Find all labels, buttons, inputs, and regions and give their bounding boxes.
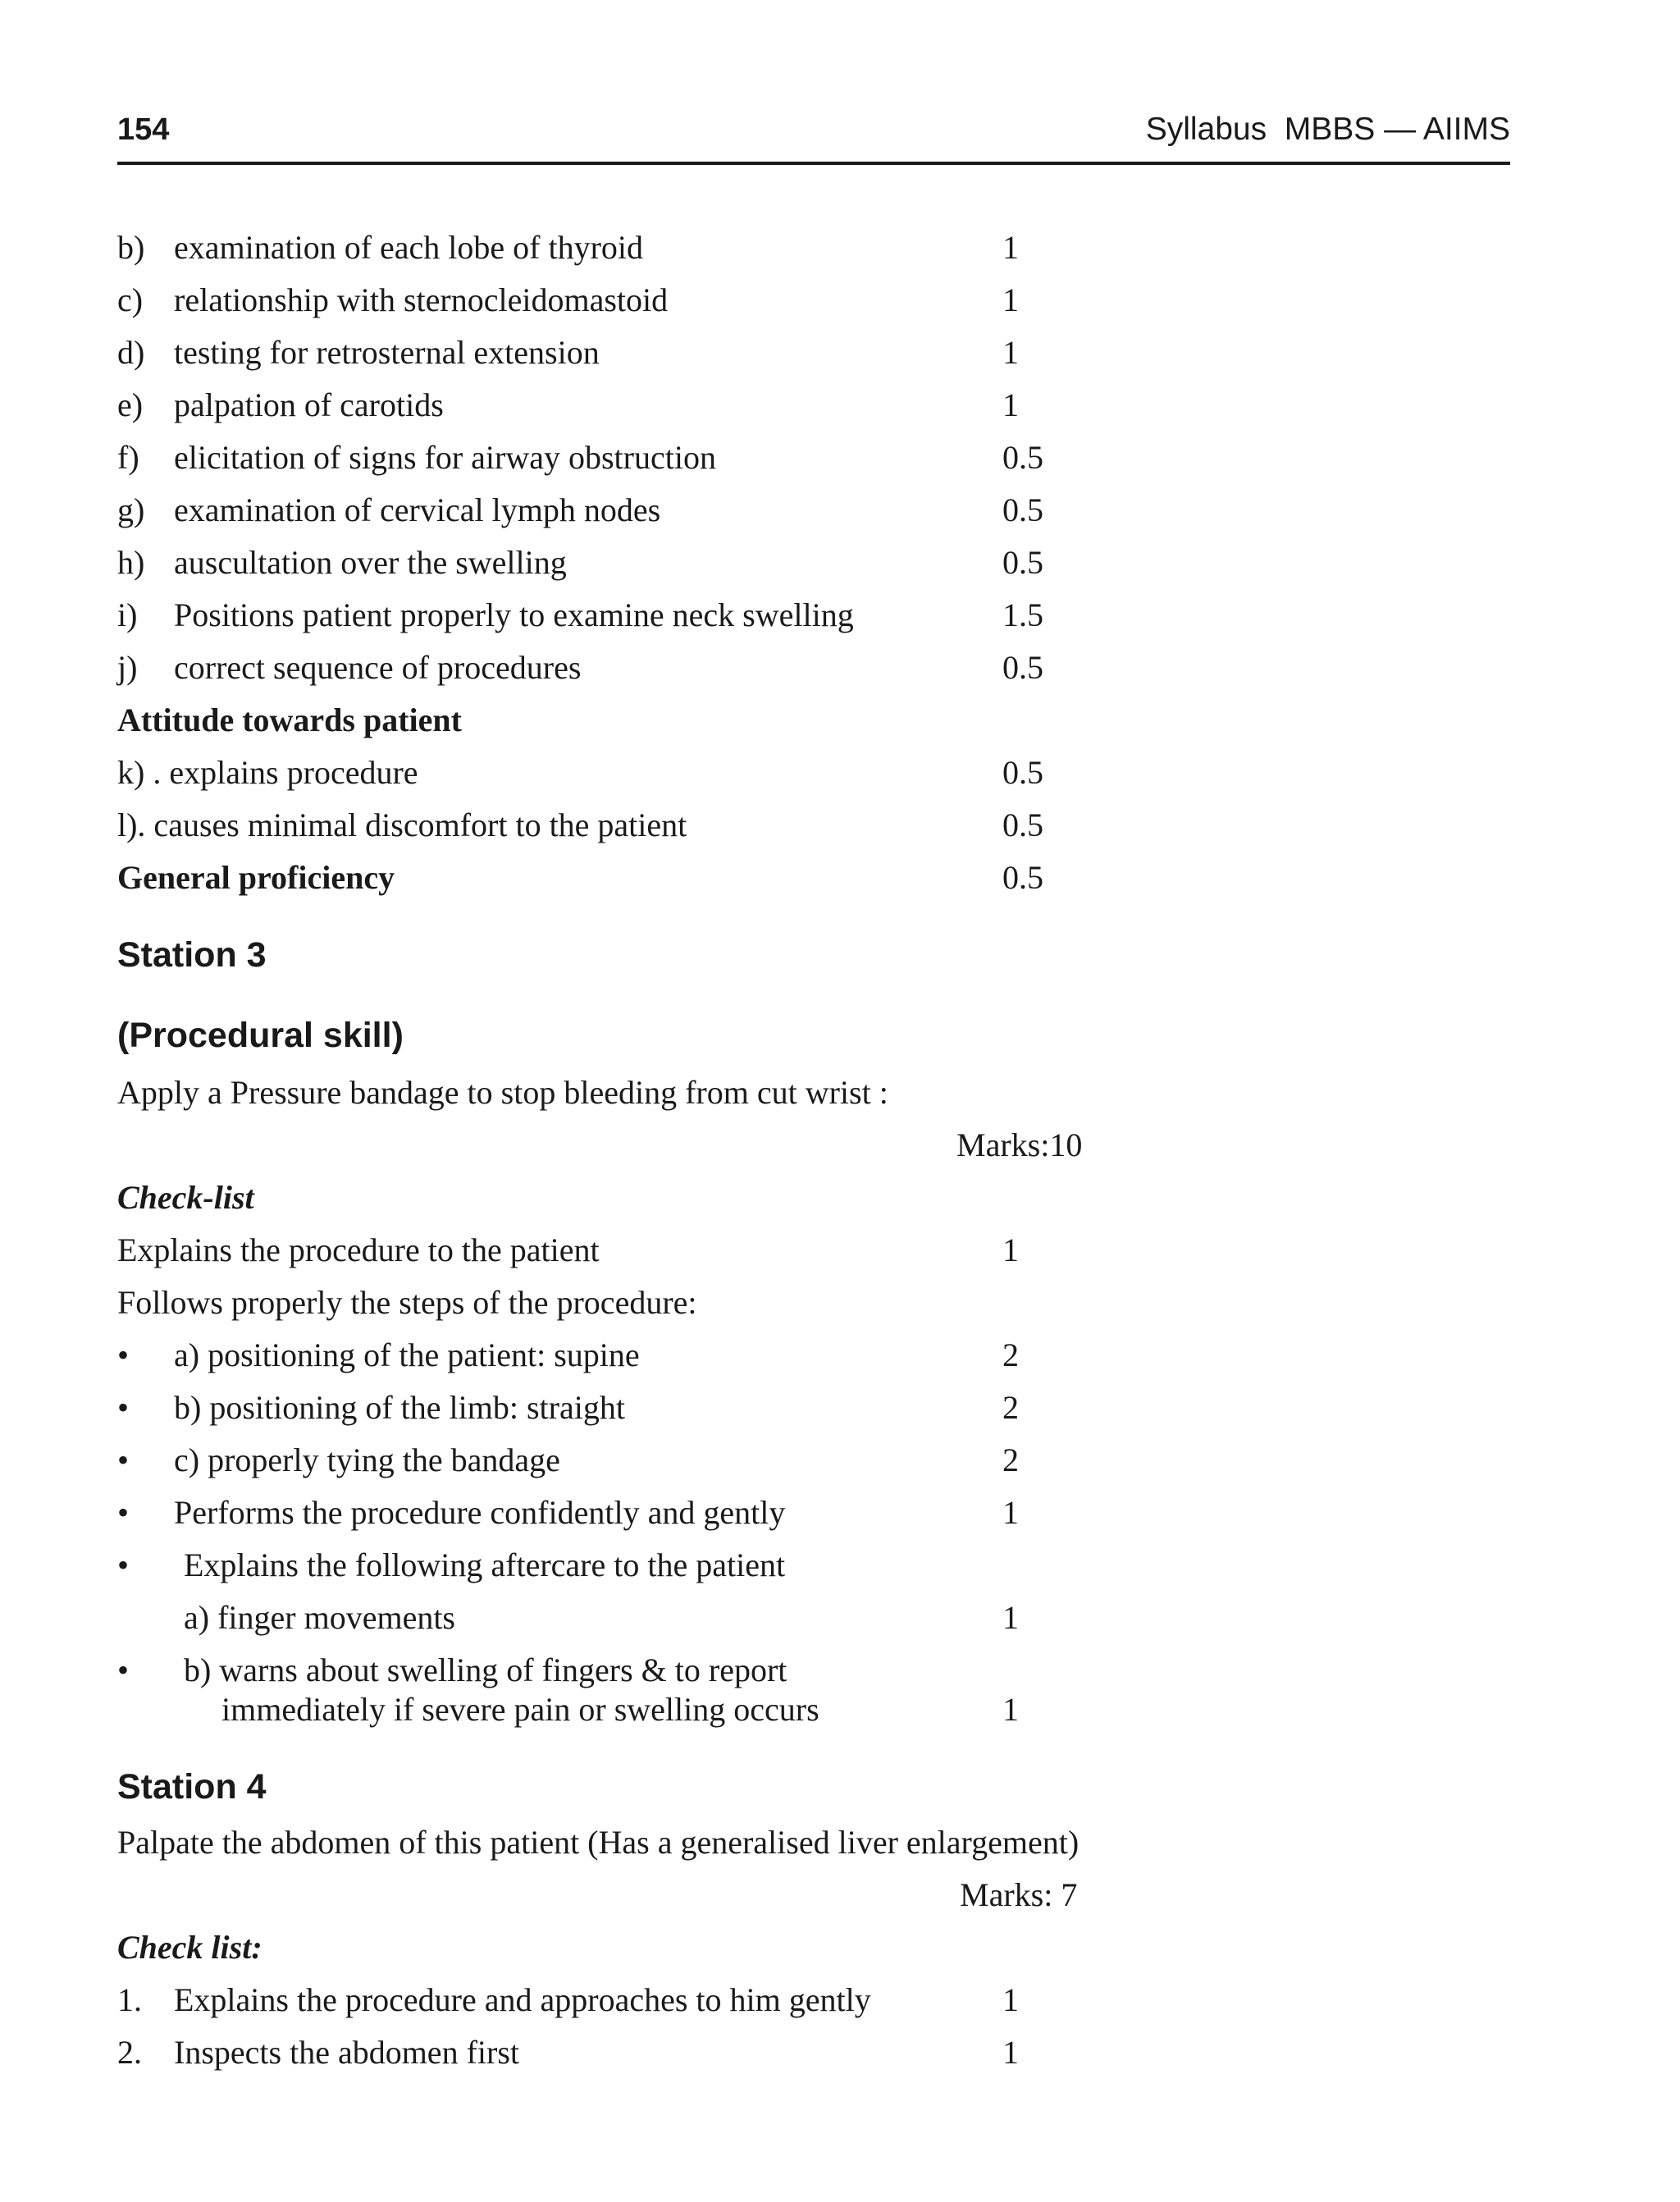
list-item-marks: 1 bbox=[1002, 229, 1019, 266]
station-4-checklist-heading: Check list: bbox=[117, 1929, 262, 1966]
station-4-title: Station 4 bbox=[117, 1767, 267, 1807]
station-3-title: Station 3 bbox=[117, 935, 267, 975]
list-item-marks: 0.5 bbox=[1002, 754, 1043, 791]
list-item-text: b) warns about swelling of fingers & to report bbox=[184, 1652, 788, 1688]
list-item-text: palpation of carotids bbox=[174, 386, 444, 423]
section-heading-attitude: Attitude towards patient bbox=[117, 701, 462, 738]
station-3-marks: Marks:10 bbox=[956, 1126, 1083, 1163]
station-3-checklist-heading: Check-list bbox=[117, 1179, 254, 1216]
list-item-marks: 1 bbox=[1002, 1981, 1019, 2018]
list-item-text: a) finger movements bbox=[184, 1599, 455, 1636]
list-item-text: k) . explains procedure bbox=[117, 754, 418, 791]
station-4-task: Palpate the abdomen of this patient (Has a generalised liver enlargement) bbox=[117, 1824, 1080, 1861]
list-item-text: relationship with sternocleidomastoid bbox=[174, 281, 669, 318]
list-item-label: g) bbox=[117, 491, 145, 528]
list-item-text: elicitation of signs for airway obstruction bbox=[174, 439, 716, 476]
list-item-marks: 1.5 bbox=[1002, 596, 1043, 633]
list-item-label: 1. bbox=[117, 1981, 142, 2018]
list-item-marks: 0.5 bbox=[1002, 439, 1043, 476]
list-item-text: examination of cervical lymph nodes bbox=[174, 491, 661, 528]
station-3-aftercare: Explains the following aftercare to the patient bbox=[184, 1546, 786, 1583]
list-item-marks: 1 bbox=[1002, 386, 1019, 423]
list-item-marks: 1 bbox=[1002, 281, 1019, 318]
list-item-marks: 0.5 bbox=[1002, 649, 1043, 686]
list-item-label: e) bbox=[117, 386, 144, 423]
station-3-task: Apply a Pressure bandage to stop bleeding from cut wrist : bbox=[117, 1074, 888, 1111]
list-item-label: j) bbox=[117, 649, 138, 686]
bullet-icon: • bbox=[117, 1546, 130, 1583]
bullet-icon: • bbox=[117, 1336, 130, 1373]
list-item-marks: 2 bbox=[1002, 1336, 1019, 1373]
list-item-label: h) bbox=[117, 544, 145, 581]
list-item-text: b) positioning of the limb: straight bbox=[174, 1389, 625, 1426]
list-item-text: auscultation over the swelling bbox=[174, 544, 567, 581]
list-item-label: 2. bbox=[117, 2034, 142, 2071]
list-item-marks: 2 bbox=[1002, 1389, 1019, 1426]
station-4-marks: Marks: 7 bbox=[960, 1876, 1078, 1913]
bullet-icon: • bbox=[117, 1494, 130, 1531]
general-proficiency-marks: 0.5 bbox=[1002, 859, 1043, 896]
list-item-text: Performs the procedure confidently and gently bbox=[174, 1494, 786, 1531]
header-rule bbox=[117, 162, 1510, 165]
list-item-marks: 0.5 bbox=[1002, 491, 1043, 528]
list-item-text: a) positioning of the patient: supine bbox=[174, 1336, 640, 1373]
list-item-marks: 1 bbox=[1002, 1599, 1019, 1636]
page-number: 154 bbox=[117, 112, 170, 147]
list-item-marks: 1 bbox=[1002, 1494, 1019, 1531]
list-item-text: correct sequence of procedures bbox=[174, 649, 582, 686]
bullet-icon: • bbox=[117, 1441, 130, 1478]
list-item-text: Inspects the abdomen first bbox=[174, 2034, 519, 2071]
list-item-label: f) bbox=[117, 439, 139, 476]
list-item-text: testing for retrosternal extension bbox=[174, 334, 600, 371]
list-item-marks: 1 bbox=[1002, 2034, 1019, 2071]
list-item-marks: 0.5 bbox=[1002, 544, 1043, 581]
list-item-marks: 1 bbox=[1002, 334, 1019, 371]
list-item-marks: 1 bbox=[1002, 1691, 1019, 1728]
bullet-icon: • bbox=[117, 1389, 130, 1426]
station-3-follows: Follows properly the steps of the procedure: bbox=[117, 1284, 697, 1321]
list-item-marks: 2 bbox=[1002, 1441, 1019, 1478]
general-proficiency-label: General proficiency bbox=[117, 859, 395, 896]
list-item-label: d) bbox=[117, 334, 145, 371]
list-item-marks: 1 bbox=[1002, 1231, 1019, 1268]
bullet-icon: • bbox=[117, 1652, 130, 1688]
list-item-label: b) bbox=[117, 229, 145, 266]
list-item-text: Explains the procedure and approaches to him gently bbox=[174, 1981, 871, 2018]
list-item-text: l). causes minimal discomfort to the patient bbox=[117, 806, 687, 843]
list-item-text: examination of each lobe of thyroid bbox=[174, 229, 644, 266]
running-title: Syllabus MBBS — AIIMS bbox=[1145, 112, 1510, 147]
list-item-label: i) bbox=[117, 596, 138, 633]
list-item-text-continuation: immediately if severe pain or swelling occurs bbox=[221, 1691, 819, 1728]
list-item-text: c) properly tying the bandage bbox=[174, 1441, 560, 1478]
list-item-text: Explains the procedure to the patient bbox=[117, 1231, 600, 1268]
station-3-subtitle: (Procedural skill) bbox=[117, 1016, 404, 1055]
list-item-marks: 0.5 bbox=[1002, 806, 1043, 843]
list-item-label: c) bbox=[117, 281, 144, 318]
list-item-text: Positions patient properly to examine neck swelling bbox=[174, 596, 854, 633]
